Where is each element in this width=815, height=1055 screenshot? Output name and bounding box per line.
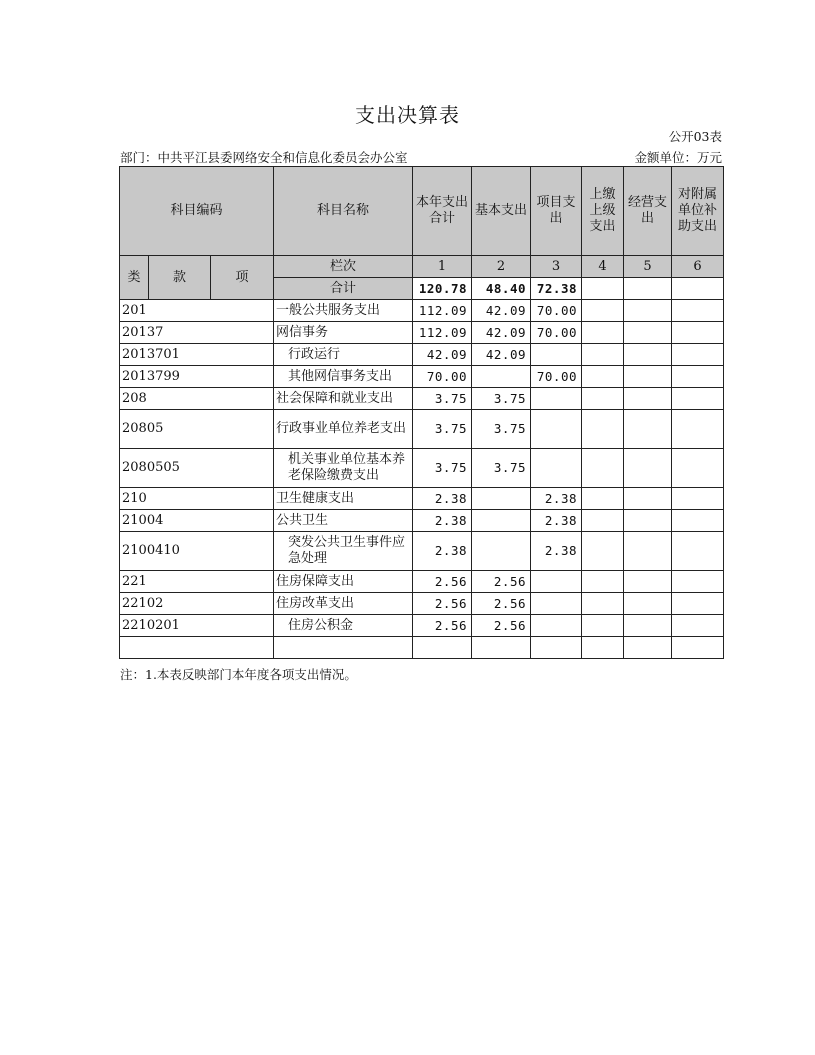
row-name: 一般公共服务支出 bbox=[274, 300, 413, 322]
table-row bbox=[120, 410, 724, 449]
row-c1: 70.00 bbox=[413, 366, 472, 388]
row-c1: 2.38 bbox=[413, 510, 472, 532]
row-c3 bbox=[531, 593, 582, 615]
row-name: 网信事务 bbox=[274, 322, 413, 344]
row-c3 bbox=[531, 344, 582, 366]
header-col4: 上缴上级支出 bbox=[582, 167, 624, 256]
row-c2: 42.09 bbox=[472, 322, 531, 344]
row-c2 bbox=[472, 510, 531, 532]
header-col3: 项目支出 bbox=[531, 167, 582, 256]
row-c1: 2.56 bbox=[413, 593, 472, 615]
row-code: 221 bbox=[120, 571, 274, 593]
header-lanci: 栏次 bbox=[274, 256, 413, 278]
row-code: 21004 bbox=[120, 510, 274, 532]
row-name: 突发公共卫生事件应急处理 bbox=[274, 532, 413, 571]
header-xiang: 项 bbox=[211, 256, 274, 300]
row-name: 其他网信事务支出 bbox=[274, 366, 413, 388]
table-row bbox=[120, 615, 724, 637]
row-code: 2080505 bbox=[120, 449, 274, 488]
header-code: 科目编码 bbox=[120, 167, 274, 256]
table-row bbox=[120, 510, 724, 532]
col-num: 2 bbox=[472, 256, 531, 278]
total-c3: 72.38 bbox=[531, 278, 582, 300]
row-name: 住房改革支出 bbox=[274, 593, 413, 615]
row-c3: 70.00 bbox=[531, 322, 582, 344]
row-c1: 112.09 bbox=[413, 300, 472, 322]
row-c2: 3.75 bbox=[472, 388, 531, 410]
table-row bbox=[120, 532, 724, 571]
row-c1: 2.56 bbox=[413, 571, 472, 593]
header-row bbox=[120, 167, 724, 256]
total-c2: 48.40 bbox=[472, 278, 531, 300]
header-col5: 经营支出 bbox=[624, 167, 672, 256]
row-c1: 2.56 bbox=[413, 615, 472, 637]
row-c1: 2.38 bbox=[413, 488, 472, 510]
row-name: 公共卫生 bbox=[274, 510, 413, 532]
col-num: 3 bbox=[531, 256, 582, 278]
header-col6: 对附属单位补助支出 bbox=[672, 167, 724, 256]
amount-unit-label: 金额单位：万元 bbox=[634, 150, 722, 165]
row-c1: 3.75 bbox=[413, 388, 472, 410]
row-c2: 2.56 bbox=[472, 571, 531, 593]
row-c2: 42.09 bbox=[472, 344, 531, 366]
row-c2: 42.09 bbox=[472, 300, 531, 322]
row-name: 住房保障支出 bbox=[274, 571, 413, 593]
table-note: 注：1.本表反映部门本年度各项支出情况。 bbox=[120, 667, 357, 682]
table-row bbox=[120, 366, 724, 388]
row-code: 2013701 bbox=[120, 344, 274, 366]
row-code: 2100410 bbox=[120, 532, 274, 571]
table-row bbox=[120, 322, 724, 344]
row-c3 bbox=[531, 571, 582, 593]
row-name: 行政运行 bbox=[274, 344, 413, 366]
header-lei: 类 bbox=[120, 256, 149, 300]
total-c1: 120.78 bbox=[413, 278, 472, 300]
row-c2: 2.56 bbox=[472, 593, 531, 615]
row-name: 社会保障和就业支出 bbox=[274, 388, 413, 410]
table-row bbox=[120, 449, 724, 488]
row-code: 20805 bbox=[120, 410, 274, 449]
header-name: 科目名称 bbox=[274, 167, 413, 256]
row-c1: 42.09 bbox=[413, 344, 472, 366]
col-num: 5 bbox=[624, 256, 672, 278]
row-c1: 3.75 bbox=[413, 449, 472, 488]
row-code: 201 bbox=[120, 300, 274, 322]
page-title: 支出决算表 bbox=[355, 103, 460, 127]
row-c1: 2.38 bbox=[413, 532, 472, 571]
row-code: 210 bbox=[120, 488, 274, 510]
header-col1: 本年支出合计 bbox=[413, 167, 472, 256]
row-c2 bbox=[472, 532, 531, 571]
expenditure-table bbox=[119, 166, 724, 659]
row-c1: 3.75 bbox=[413, 410, 472, 449]
row-code: 20137 bbox=[120, 322, 274, 344]
row-c2 bbox=[472, 366, 531, 388]
row-name: 行政事业单位养老支出 bbox=[274, 410, 413, 449]
row-c3 bbox=[531, 449, 582, 488]
empty-row bbox=[120, 637, 724, 659]
row-name: 住房公积金 bbox=[274, 615, 413, 637]
row-c3: 2.38 bbox=[531, 532, 582, 571]
table-row bbox=[120, 488, 724, 510]
row-c2: 2.56 bbox=[472, 615, 531, 637]
row-c2: 3.75 bbox=[472, 449, 531, 488]
header-kuan: 款 bbox=[149, 256, 211, 300]
table-row bbox=[120, 300, 724, 322]
row-c3: 2.38 bbox=[531, 510, 582, 532]
row-c3 bbox=[531, 410, 582, 449]
row-code: 22102 bbox=[120, 593, 274, 615]
table-row bbox=[120, 344, 724, 366]
row-c2: 3.75 bbox=[472, 410, 531, 449]
table-row bbox=[120, 388, 724, 410]
header-lanci-row bbox=[120, 256, 724, 278]
header-col2: 基本支出 bbox=[472, 167, 531, 256]
row-c3 bbox=[531, 615, 582, 637]
row-c3: 2.38 bbox=[531, 488, 582, 510]
table-row bbox=[120, 593, 724, 615]
col-num: 4 bbox=[582, 256, 624, 278]
table-row bbox=[120, 571, 724, 593]
row-c2 bbox=[472, 488, 531, 510]
col-num: 6 bbox=[672, 256, 724, 278]
total-label: 合计 bbox=[274, 278, 413, 300]
row-c3: 70.00 bbox=[531, 300, 582, 322]
row-code: 2013799 bbox=[120, 366, 274, 388]
col-num: 1 bbox=[413, 256, 472, 278]
department-label: 部门：中共平江县委网络安全和信息化委员会办公室 bbox=[120, 150, 408, 165]
row-name: 机关事业单位基本养老保险缴费支出 bbox=[274, 449, 413, 488]
row-code: 208 bbox=[120, 388, 274, 410]
row-code: 2210201 bbox=[120, 615, 274, 637]
row-c3 bbox=[531, 388, 582, 410]
row-name: 卫生健康支出 bbox=[274, 488, 413, 510]
row-c3: 70.00 bbox=[531, 366, 582, 388]
table-number: 公开03表 bbox=[668, 129, 722, 144]
row-c1: 112.09 bbox=[413, 322, 472, 344]
